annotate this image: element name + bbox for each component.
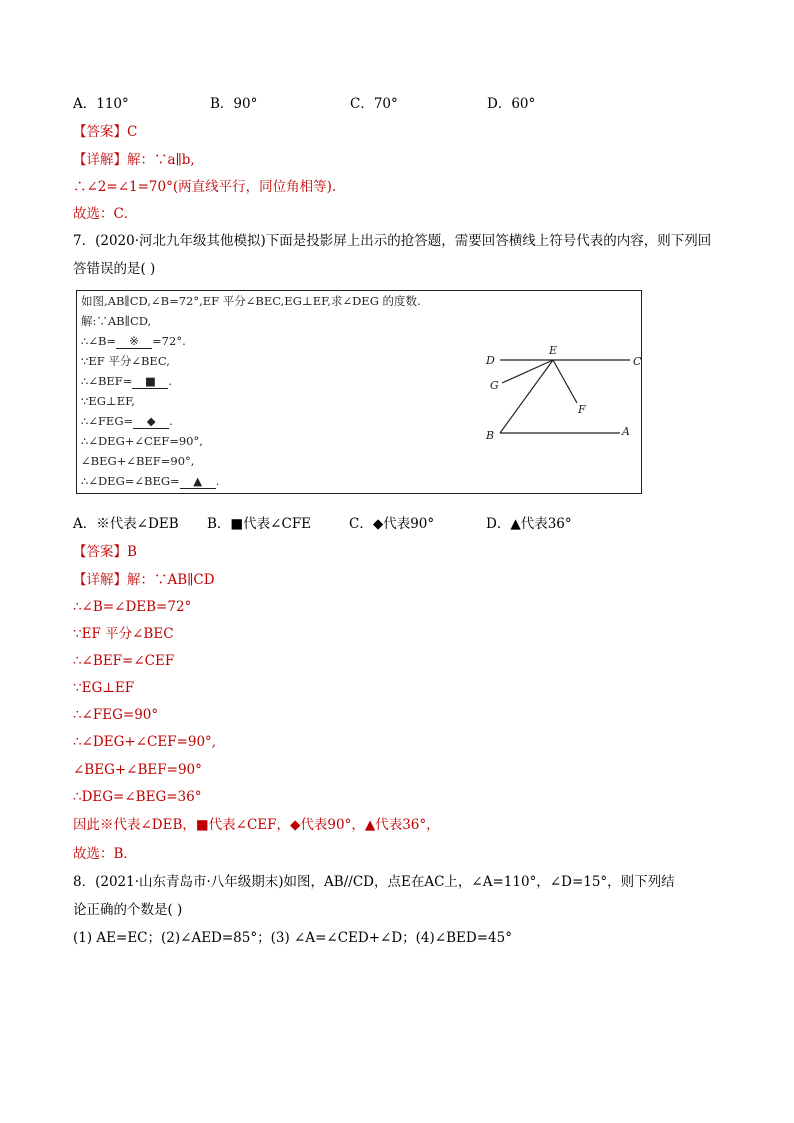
q7-step-6: ∴∠DEG+∠CEF=90°,: [73, 734, 217, 750]
q7-step-1: ∴∠B=∠DEB=72°: [73, 599, 192, 615]
q6-options: [73, 95, 535, 113]
blank-asterisk: ※: [116, 334, 152, 349]
label-b: B: [486, 429, 495, 442]
q7-step-5: ∴∠FEG=90°: [73, 707, 159, 723]
q7-option-c: C．◆代表90°: [349, 516, 435, 532]
q8-stem-line-2: 论正确的个数是( ): [73, 902, 183, 918]
q6-answer: 【答案】C: [73, 124, 138, 140]
q7-answer: 【答案】B: [73, 544, 137, 560]
box-line-6: ∵EG⊥EF,: [81, 394, 135, 408]
box-line-4: ∵EF 平分∠BEC,: [81, 354, 170, 368]
q7-step-8: ∴DEG=∠BEG=36°: [73, 789, 202, 805]
box-line-2: 解:∵AB∥CD,: [81, 314, 152, 328]
q7-option-b: B．■代表∠CFE: [207, 516, 312, 532]
segment-eb: [500, 360, 553, 433]
segment-ef: [553, 360, 577, 403]
q6-option-d: D．60°: [487, 96, 536, 112]
geometry-figure: [77, 291, 640, 492]
q6-detail: 【详解】解：∵a∥b,: [73, 152, 195, 168]
q7-step-4: ∵EG⊥EF: [73, 680, 135, 696]
box-line-9: ∠BEG+∠BEF=90°,: [81, 454, 195, 468]
q7-stem-line-2: 答错误的是( ): [73, 261, 156, 277]
box-line-7: ∴∠FEG= ◆ .: [81, 414, 173, 428]
q6-option-a: A．110°: [73, 96, 129, 112]
label-d: D: [486, 354, 495, 367]
q7-conclusion: 故选：B．: [73, 846, 137, 862]
q7-step-2: ∵EF 平分∠BEC: [73, 626, 174, 642]
box-line-1: 如图,AB∥CD,∠B=72°,EF 平分∠BEC,EG⊥EF,求∠DEG 的度数.: [81, 294, 421, 308]
q7-projection-box: [76, 290, 642, 494]
q6-detail-line-2: ∴∠2=∠1=70°(两直线平行，同位角相等).: [73, 179, 337, 195]
box-line-3: ∴∠B= ※ =72°.: [81, 334, 186, 348]
q6-option-c: C．70°: [350, 96, 398, 112]
blank-triangle: ▲: [180, 474, 216, 489]
q7-option-d: D．▲代表36°: [486, 516, 572, 532]
label-c: C: [633, 355, 642, 368]
blank-square: ■: [132, 374, 168, 389]
label-a: A: [622, 425, 630, 438]
box-line-8: ∴∠DEG+∠CEF=90°,: [81, 434, 203, 448]
label-e: E: [549, 344, 558, 357]
blank-diamond: ◆: [133, 414, 169, 429]
box-line-5: ∴∠BEF= ■ .: [81, 374, 173, 388]
q6-option-b: B．90°: [210, 96, 258, 112]
q7-summary: 因此※代表∠DEB，■代表∠CEF，◆代表90°，▲代表36°，: [73, 817, 440, 833]
label-f: F: [578, 403, 586, 416]
q8-stem-line-3: (1) AE=EC；(2)∠AED=85°；(3) ∠A=∠CED+∠D；(4)∠BED=45°: [73, 930, 512, 946]
q8-stem-line-1: 8．(2021·山东青岛市·八年级期末)如图，AB//CD，点E在AC上，∠A=110°，∠D=15°，则下列结: [73, 874, 675, 890]
label-g: G: [490, 379, 499, 392]
q7-options: [73, 515, 572, 533]
q7-option-a: A．※代表∠DEB: [73, 516, 179, 532]
q6-conclusion: 故选：C．: [73, 206, 138, 222]
q7-step-7: ∠BEG+∠BEF=90°: [73, 762, 202, 778]
box-line-10: ∴∠DEG=∠BEG= ▲ .: [81, 474, 220, 488]
q7-step-3: ∴∠BEF=∠CEF: [73, 653, 175, 669]
q7-stem-line-1: 7．(2020·河北九年级其他模拟)下面是投影屏上出示的抢答题，需要回答横线上符号代表的内容，则下列回: [73, 233, 712, 249]
q7-detail: 【详解】解：∵AB∥CD: [73, 572, 215, 588]
